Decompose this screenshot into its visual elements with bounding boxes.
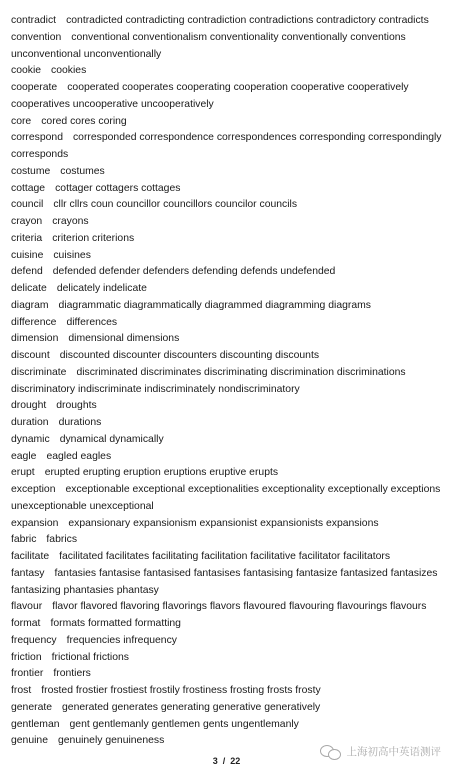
word-entry xyxy=(11,331,443,348)
headword: cookie xyxy=(11,65,42,77)
word-forms: dynamical dynamically xyxy=(59,433,164,445)
word-entry xyxy=(11,616,443,633)
headword: dynamic xyxy=(11,433,50,445)
word-forms: discriminated discriminates discriminating discrimination discriminations discriminatory indiscriminate indiscriminately nondiscriminatory xyxy=(11,366,406,395)
word-entry xyxy=(11,248,443,265)
word-forms: formats formatted formatting xyxy=(50,618,181,629)
word-forms: crayons xyxy=(52,216,89,227)
headword: gentleman xyxy=(11,718,60,730)
word-forms: frontiers xyxy=(53,668,91,680)
word-forms: costumes xyxy=(60,165,105,177)
word-forms: diagrammatic diagrammatically diagrammed diagramming diagrams xyxy=(58,299,371,311)
headword: crayon xyxy=(11,216,43,227)
headword: core xyxy=(11,115,32,127)
headword: friction xyxy=(11,651,42,663)
word-forms: dimensional dimensions xyxy=(68,333,180,345)
word-entry xyxy=(11,650,443,667)
headword: diagram xyxy=(11,299,49,311)
word-forms: cllr cllrs coun councillor councillors councilor councils xyxy=(53,199,298,211)
headword: contradict xyxy=(11,15,57,26)
headword: convention xyxy=(11,31,62,43)
word-entry xyxy=(11,130,443,164)
word-forms: flavor flavored flavoring flavorings flavors flavoured flavouring flavourings flavours xyxy=(52,601,427,613)
word-entry xyxy=(11,516,443,533)
headword: dimension xyxy=(11,333,59,345)
word-forms: durations xyxy=(58,417,102,428)
word-entry xyxy=(11,666,443,683)
word-forms: frictional frictions xyxy=(51,651,129,663)
word-entry xyxy=(11,298,443,315)
word-entry xyxy=(11,398,443,415)
word-forms: cored cores coring xyxy=(41,115,127,127)
word-entry xyxy=(11,348,443,365)
headword: discount xyxy=(11,350,50,361)
word-forms: discounted discounter discounters discounting discounts xyxy=(59,350,320,361)
word-entry xyxy=(11,465,443,482)
word-forms: cottager cottagers cottages xyxy=(55,182,181,194)
headword: generate xyxy=(11,701,53,713)
word-forms: erupted erupting eruption eruptions eruptive erupts xyxy=(44,467,279,479)
headword: format xyxy=(11,618,41,629)
word-forms: fantasies fantasise fantasised fantasises fantasising fantasize fantasized fantasizes fantasizing phantasies phantasy xyxy=(11,567,438,596)
word-forms: defended defender defenders defending defends undefended xyxy=(52,266,336,278)
word-entry xyxy=(11,683,443,700)
headword: frequency xyxy=(11,634,57,646)
word-forms: delicately indelicate xyxy=(56,283,147,294)
headword: costume xyxy=(11,165,51,177)
word-entry xyxy=(11,566,443,600)
word-entry xyxy=(11,365,443,399)
wechat-icon xyxy=(320,745,342,759)
word-entry xyxy=(11,114,443,131)
word-forms: cuisines xyxy=(53,249,91,261)
word-forms: expansionary expansionism expansionist expansionists expansions xyxy=(68,517,379,529)
word-forms: generated generates generating generative generatively xyxy=(62,701,321,713)
headword: frost xyxy=(11,685,32,696)
word-forms: cookies xyxy=(51,65,87,77)
word-forms: fabrics xyxy=(46,534,78,546)
word-forms: droughts xyxy=(56,400,97,412)
word-forms: gent gentlemanly gentlemen gents ungentlemanly xyxy=(69,718,299,730)
word-forms: genuinely genuineness xyxy=(57,735,165,747)
word-entry xyxy=(11,432,443,449)
word-entry xyxy=(11,63,443,80)
word-forms: facilitated facilitates facilitating facilitation facilitative facilitator facilitators xyxy=(59,551,391,562)
word-entry xyxy=(11,482,443,516)
word-entry xyxy=(11,231,443,248)
word-forms: frequencies infrequency xyxy=(66,634,177,646)
word-forms: conventional conventionalism conventionality conventionally conventions unconventional unconventionally xyxy=(11,31,406,60)
word-entry xyxy=(11,197,443,214)
headword: defend xyxy=(11,266,43,278)
watermark xyxy=(320,744,442,759)
headword: council xyxy=(11,199,44,211)
word-entry xyxy=(11,181,443,198)
word-entry xyxy=(11,30,443,64)
headword: difference xyxy=(11,316,57,328)
headword: cuisine xyxy=(11,249,44,261)
word-entry xyxy=(11,700,443,717)
word-entry xyxy=(11,599,443,616)
word-entry xyxy=(11,264,443,281)
headword: discriminate xyxy=(11,366,67,378)
word-entry xyxy=(11,315,443,332)
headword: cottage xyxy=(11,182,46,194)
headword: eagle xyxy=(11,450,37,462)
headword: expansion xyxy=(11,517,59,529)
word-entry xyxy=(11,214,443,231)
headword: fabric xyxy=(11,534,37,546)
word-forms: differences xyxy=(66,316,118,328)
headword: criteria xyxy=(11,232,43,244)
headword: duration xyxy=(11,417,49,428)
word-entry xyxy=(11,13,443,30)
word-entry xyxy=(11,532,443,549)
headword: facilitate xyxy=(11,551,50,562)
word-entry xyxy=(11,281,443,298)
word-forms: eagled eagles xyxy=(46,450,112,462)
word-entry xyxy=(11,80,443,114)
word-forms: frosted frostier frostiest frostily frostiness frosting frosts frosty xyxy=(41,685,321,696)
word-entry xyxy=(11,415,443,432)
headword: exception xyxy=(11,484,56,495)
headword: fantasy xyxy=(11,567,45,579)
headword: cooperate xyxy=(11,82,58,93)
headword: correspond xyxy=(11,132,63,144)
word-forms: exceptionable exceptional exceptionalities exceptionality exceptionally exceptions unexceptionable unexceptional xyxy=(11,484,441,512)
word-entry xyxy=(11,717,443,734)
headword: delicate xyxy=(11,283,47,294)
watermark-text: 上海初高中英语测评 xyxy=(346,746,441,758)
headword: frontier xyxy=(11,668,44,680)
word-family-list xyxy=(11,13,443,750)
word-forms: contradicted contradicting contradiction contradictions contradictory contradicts xyxy=(66,15,429,26)
word-forms: criterion criterions xyxy=(52,232,135,244)
word-forms: corresponded correspondence correspondences corresponding correspondingly corresponds xyxy=(11,132,442,160)
word-forms: cooperated cooperates cooperating cooperation cooperative cooperatively cooperatives uncooperative uncooperatively xyxy=(11,82,409,110)
word-entry xyxy=(11,164,443,181)
headword: drought xyxy=(11,400,47,412)
headword: genuine xyxy=(11,735,48,747)
word-entry xyxy=(11,549,443,566)
word-entry xyxy=(11,449,443,466)
word-entry xyxy=(11,633,443,650)
headword: flavour xyxy=(11,601,43,613)
page-number: 3 / 22 xyxy=(212,756,241,766)
headword: erupt xyxy=(11,467,35,479)
